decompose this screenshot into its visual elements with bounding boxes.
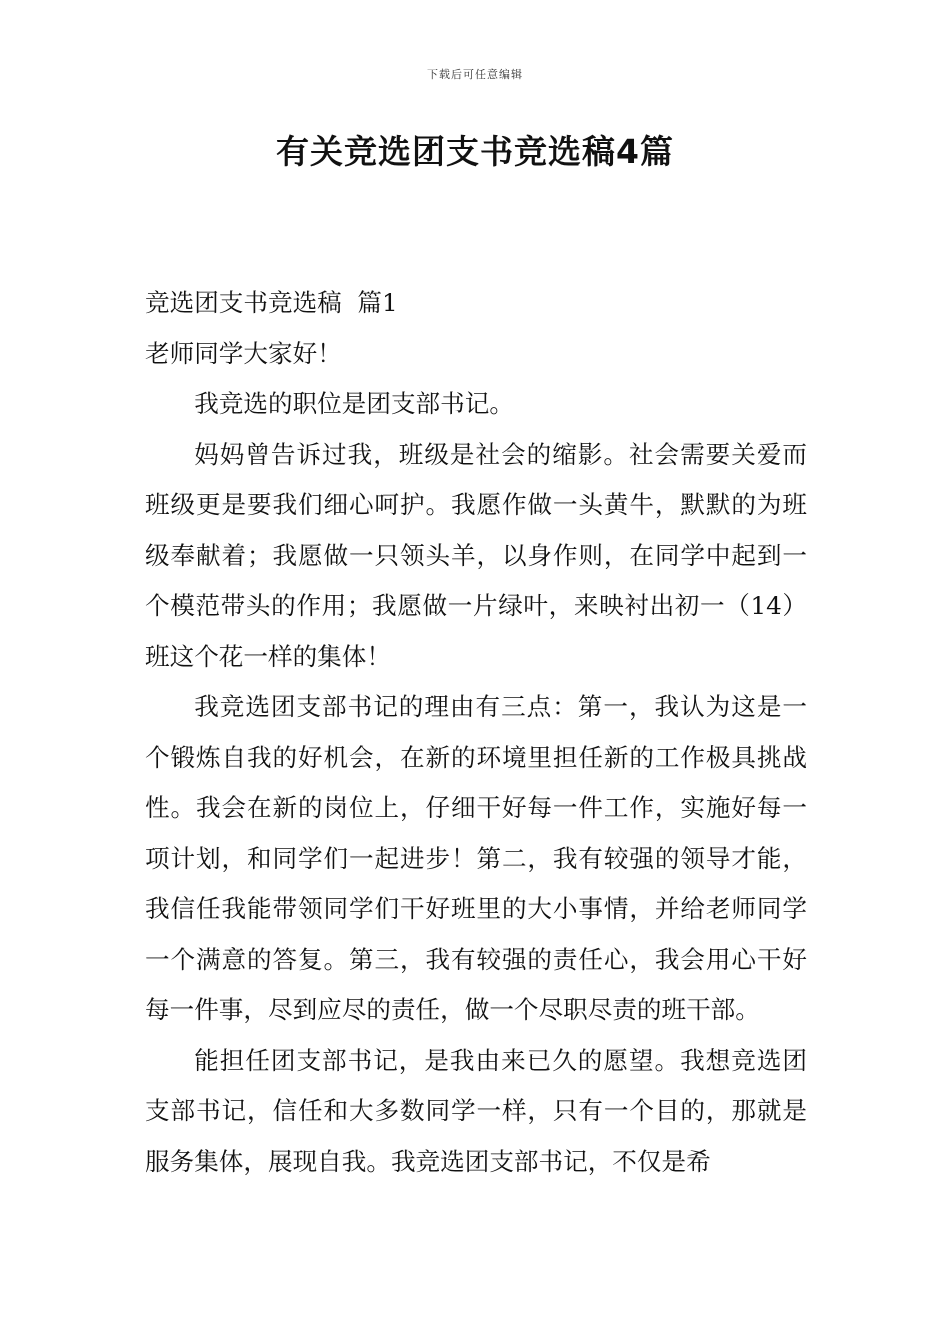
paragraph: 我竞选的职位是团支部书记。 — [194, 389, 514, 418]
paragraph: 我竞选团支部书记的理由有三点：第一，我认为这是一个锻炼自我的好机会，在新的环境里担任新的工作极具挑战性。我会在新的岗位上，仔细干好每一件工作，实施好每一项计划，和同学们一起进步！第二，我有较强的领导才能，我信任我能带领同学们干好班里的大小事情，并给老师同学一个满意的答复。第三，我有较强的责任心，我会用心干好每一件事，尽到应尽的责任，做一个尽职尽责的班干部。 — [145, 692, 807, 1024]
paragraph: 能担任团支部书记，是我由来已久的愿望。我想竞选团支部书记，信任和大多数同学一样，只有一个目的，那就是服务集体，展现自我。我竞选团支部书记，不仅是希 — [145, 1045, 807, 1176]
header-note: 下载后可任意编辑 — [427, 68, 523, 81]
section-heading: 竞选团支书竞选稿 篇1 — [145, 288, 398, 317]
document-title: 有关竞选团支书竞选稿4篇 — [276, 132, 674, 171]
document-body — [145, 278, 807, 1187]
greeting: 老师同学大家好！ — [145, 338, 342, 368]
paragraph: 妈妈曾告诉过我，班级是社会的缩影。社会需要关爱而班级更是要我们细心呵护。我愿作做一头黄牛，默默的为班级奉献着；我愿做一只领头羊，以身作则，在同学中起到一个模范带头的作用；我愿做一片绿叶，来映衬出初一（14）班这个花一样的集体！ — [145, 439, 807, 671]
